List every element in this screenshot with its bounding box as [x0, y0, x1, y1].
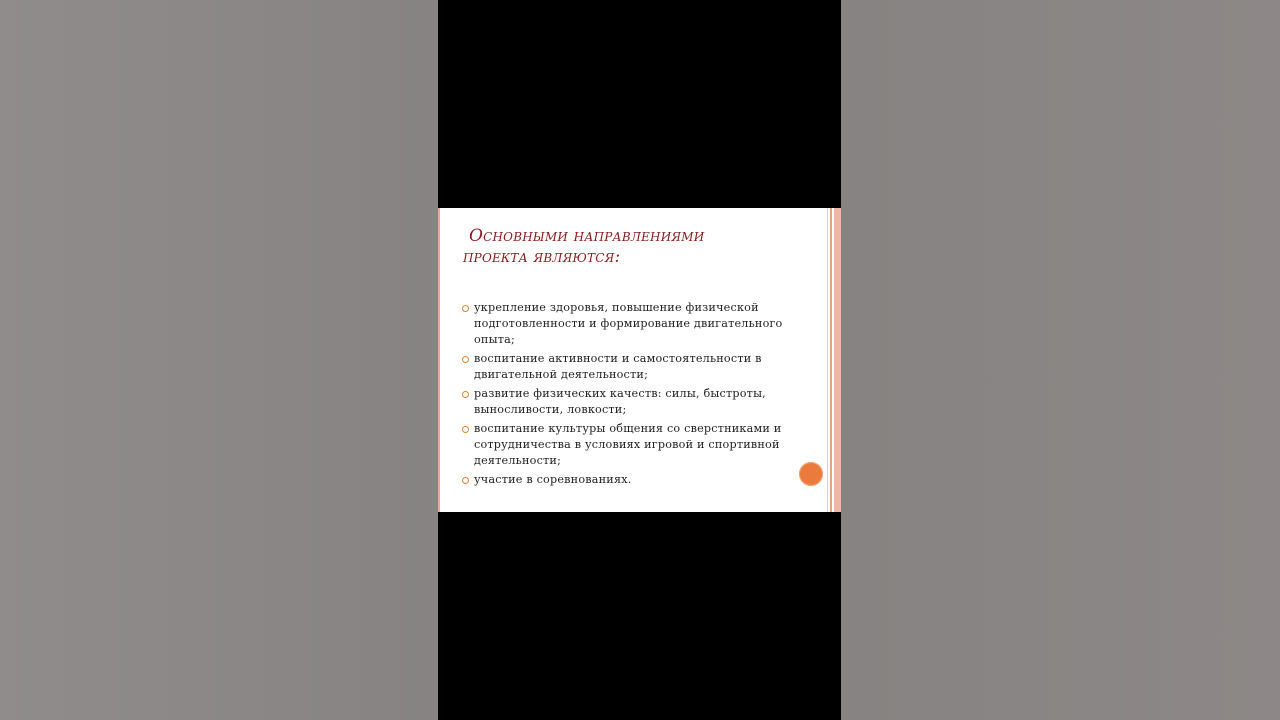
- slide-title-line-2: проекта являются:: [463, 247, 621, 267]
- stripe-wide: [834, 208, 841, 512]
- presentation-slide: [438, 208, 841, 512]
- decorative-circle-icon: [799, 462, 823, 486]
- bullet-circle-icon: [462, 477, 469, 484]
- slide-title: [463, 226, 793, 268]
- list-item-text: воспитание культуры общения со сверстниками и сотрудничества в условиях игровой и спортивной деятельности;: [474, 422, 782, 467]
- bullet-circle-icon: [462, 426, 469, 433]
- blurred-right-panel: [841, 0, 1280, 720]
- stripe-medium: [830, 208, 832, 512]
- slide-right-stripes: [825, 208, 841, 512]
- list-item: [462, 421, 792, 469]
- list-item: [462, 472, 792, 488]
- list-item-text: развитие физических качеств: силы, быстроты, выносливости, ловкости;: [474, 387, 766, 416]
- bullet-circle-icon: [462, 356, 469, 363]
- bullet-circle-icon: [462, 391, 469, 398]
- video-frame[interactable]: [438, 0, 841, 720]
- list-item-text: воспитание активности и самостоятельности в двигательной деятельности;: [474, 352, 762, 381]
- list-item: [462, 300, 792, 348]
- slide-title-line-1: Основными направлениями: [469, 226, 705, 246]
- bullet-list: [462, 300, 792, 491]
- bullet-circle-icon: [462, 305, 469, 312]
- list-item-text: участие в соревнованиях.: [474, 473, 632, 486]
- list-item-text: укрепление здоровья, повышение физической подготовленности и формирование двигательного опыта;: [474, 301, 783, 346]
- slide-left-border: [438, 208, 440, 512]
- list-item: [462, 386, 792, 418]
- stripe-thin: [827, 208, 828, 512]
- list-item: [462, 351, 792, 383]
- blurred-left-panel: [0, 0, 438, 720]
